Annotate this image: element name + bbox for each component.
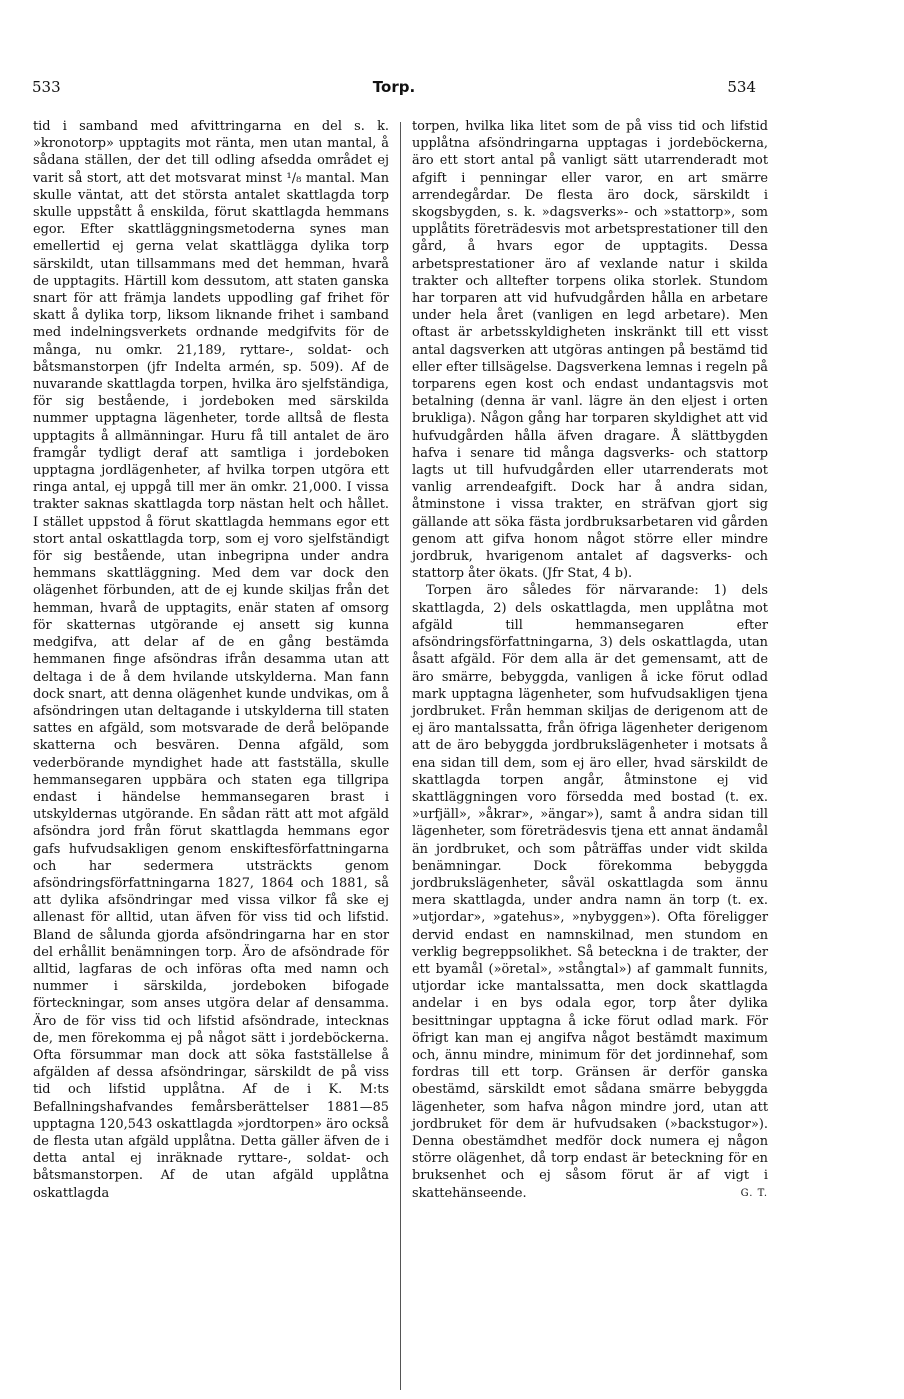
right-paragraph-2 xyxy=(412,582,768,1201)
author-signature: G. T. xyxy=(740,1187,768,1199)
right-paragraph-2-text: Torpen äro således för närvarande: 1) dels skattlagda, 2) dels oskattlagda, men upplåtna mot afgäld till hemmansegaren efter afsöndringsförfattningarna, 3) dels oskattlagda, utan åsatt afgäld. För dem alla är det gemensamt, att de äro smärre, bebyggda, vanligen å icke förut odlad mark upptagna lägenheter, som hufvudsakligen tjena jordbruket. Från hemman skiljas de derigenom att de ej äro mantalssatta, från öfriga lägenheter derigenom att de äro bebyggda jordbrukslägenheter i motsats å ena sidan till dem, som ej äro eller, hvad särskildt de skattlagda torpen angår, åtminstone ej vid skattläggningen voro försedda med bostad (t. ex. »urfjäll», »åkrar», »ängar»), samt å andra sidan till lägenheter, som företrädesvis tjena ett annat ändamål än jordbruket, och som påträffas under vidt skilda benämningar. Dock förekomma bebyggda jordbrukslägenheter, såväl oskattlagda som ännu mera skattlagda, under andra namn än torp (t. ex. »utjordar», »gatehus», »nybyggen»). Ofta föreligger dervid endast en namnskilnad, men stundom en verklig begreppsolikhet. Så beteckna i de trakter, der ett byamål (»öretal», »stångtal») af gammalt funnits, utjordar icke mantalssatta, men dock skattlagda andelar i en bys odala egor, torp åter dylika besittningar upptagna å icke förut odlad mark. För öfrigt kan man ej angifva något bestämdt maximum och, ännu mindre, minimum för det jordinnehaf, som fordras till ett torp. Gränsen är derför ganska obestämd, särskildt emot sådana smärre bebyggda lägenheter, som hafva någon mindre jord, utan att jordbruket för dem är hufvudsaken (»backstugor»). Denna obestämdhet medför dock numera ej någon större olägenhet, då torp endast är beteckning för en bruksenhet och ej såsom förut är af vigt i skattehänseende. xyxy=(412,583,768,1201)
left-column xyxy=(33,118,389,1202)
right-column xyxy=(412,118,768,1202)
page-number-left: 533 xyxy=(32,78,61,96)
column-divider xyxy=(400,122,401,1390)
left-paragraph-1: tid i samband med afvittringarna en del s. k. »kronotorp» upptagits mot ränta, men utan mantal, å sådana ställen, der det till odling afsedda området ej varit så stort, att det motsvarat minst ¹/₈ mantal. Man skulle väntat, att det största antalet skattlagda torp skulle uppstått å enskilda, förut skattlagda hemmans egor. Efter skattläggningsmetoderna synes man emellertid ej gerna velat skattlägga dylika torp särskildt, utan tillsammans med det hemman, hvarå de upptagits. Härtill kom dessutom, att staten ganska snart för att främja landets uppodling gaf frihet för skatt å dylika torp, liksom liknande frihet i samband med indelningsverkets ordnande medgifvits för de många, nu omkr. 21,189, ryttare-, soldat- och båtsmanstorpen (jfr Indelta armén, sp. 509). Af de nuvarande skattlagda torpen, hvilka äro sjelfständiga, för sig bestående, i jordeboken med särskilda nummer upptagna lägenheter, torde alltså de flesta upptagits å allmänningar. Huru få till antalet de äro framgår tydligt deraf att samtliga i jordeboken upptagna jordlägenheter, af hvilka torpen utgöra ett ringa antal, ej uppgå till mer än omkr. 21,000. I vissa trakter saknas skattlagda torp nästan helt och hållet. I stället uppstod å förut skattlagda hemmans egor ett stort antal oskattlagda torp, som ej voro sjelfständigt för sig bestående, utan inbegripna under andra hemmans skattläggning. Med dem var dock den olägenhet förbunden, att de ej kunde skiljas från det hemman, hvarå de upptagits, enär staten af omsorg för skatternas utgörande ej ansett sig kunna medgifva, att delar af de en gång bestämda hemmanen finge afsöndras ifrån desamma utan att deltaga i de å dem hvilande utskylderna. Man fann dock snart, att denna olägenhet kunde undvikas, om å afsöndringen utan deltagande i utskylderna till staten sattes en afgäld, som motsvarade de derå belöpande skatterna och besvären. Denna afgäld, som vederbörande myndighet hade att fastställa, skulle hemmansegaren uppbära och staten ega tillgripa endast i händelse hemmansegaren brast i utskyldernas utgörande. En sådan rätt att mot afgäld afsöndra jord från förut skattlagda hemmans egor gafs hufvudsakligen genom enskiftesförfattningarna och har sedermera utsträckts genom afsöndringsförfattningarna 1827, 1864 och 1881, så att dylika afsöndringar med vissa vilkor få ske ej allenast för alltid, utan äfven för viss tid och lifstid. Bland de sålunda gjorda afsöndringarna har en stor del erhållit benämningen torp. Äro de afsöndrade för alltid, lagfaras de och införas ofta med namn och nummer i särskilda, jordeboken bifogade förteckningar, som anses utgöra delar af densamma. Äro de för viss tid och lifstid afsöndrade, intecknas de, men förekomma ej på något sätt i jordeböckerna. Ofta försummar man dock att söka fastställelse å afgälden af dessa afsöndringar, särskildt de på viss tid och lifstid upplåtna. Af de i K. M:ts Befallningshafvandes femårsberättelser 1881—85 upptagna 120,543 oskattlagda »jordtorpen» äro också de flesta utan afgäld upplåtna. Detta gäller äfven de i detta antal ej inräknade ryttare-, soldat- och båtsmanstorpen. Af de utan afgäld upplåtna oskattlagda xyxy=(33,119,389,1201)
right-paragraph-1: torpen, hvilka lika litet som de på viss tid och lifstid upplåtna afsöndringarna upptagas i jordeböckerna, äro ett stort antal på vanligt sätt utarrenderadt mot afgift i penningar eller varor, en art smärre arrendegårdar. De flesta äro dock, särskildt i skogsbygden, s. k. »dagsverks»- och »stattorp», som upplåtits företrädesvis mot arbetsprestationer till den gård, å hvars egor de upptagits. Dessa arbetsprestationer äro af vexlande natur i skilda trakter och alltefter torpens olika storlek. Stundom har torparen att vid hufvudgården hålla en arbetare under hela året (vanligen en legd arbetare). Men oftast är arbetsskyldigheten inskränkt till ett visst antal dagsverken att utgöras antingen på bestämd tid eller efter tillsägelse. Dagsverkena lemnas i regeln på torparens egen kost och endast undantagsvis mot betalning (denna är vanl. lägre än den eljest i orten brukliga). Någon gång har torparen skyldighet att vid hufvudgården hålla äfven dragare. Å slättbygden hafva i senare tid många dagsverks- och stattorp lagts ut till hufvudgården eller utarrenderats mot vanlig arrendeafgift. Dock har å andra sidan, åtminstone i vissa trakter, en sträfvan gjort sig gällande att söka fästa jordbruksarbetaren vid gården genom att gifva honom något större eller mindre jordbruk, hvarigenom antalet af dagsverks- och stattorp åter ökats. (Jfr Stat, 4 b). xyxy=(412,119,768,582)
page-header xyxy=(32,78,756,102)
running-title: Torp. xyxy=(372,78,416,96)
page-number-right: 534 xyxy=(727,78,756,96)
